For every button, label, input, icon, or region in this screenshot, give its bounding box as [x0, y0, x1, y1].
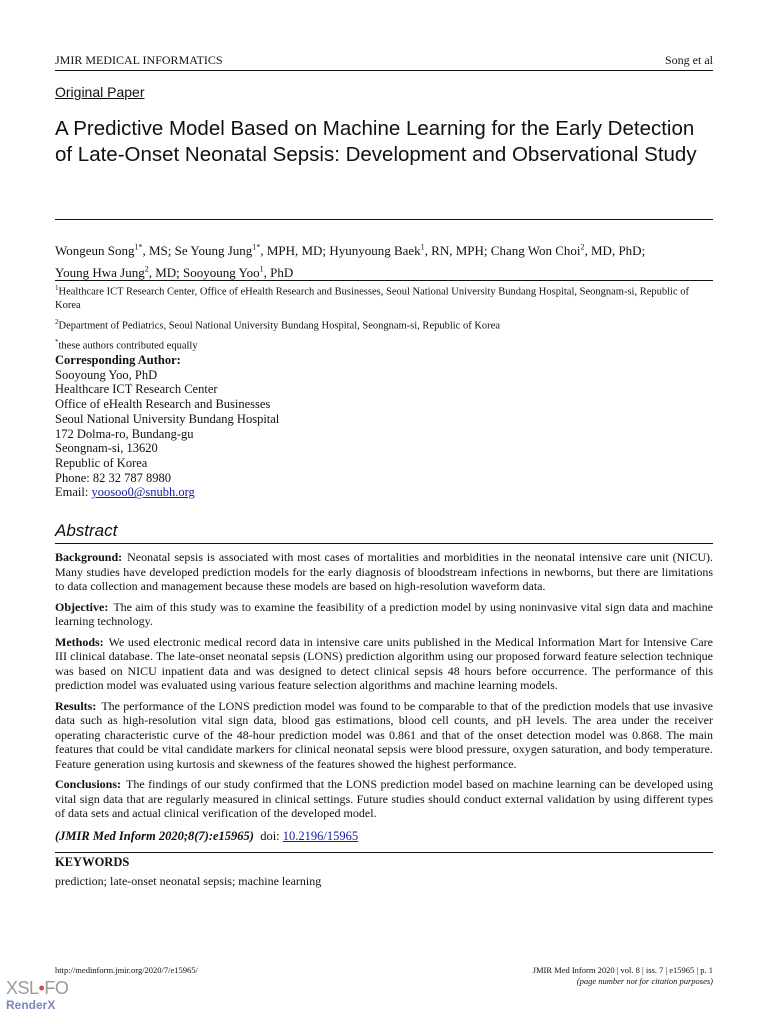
corresponding-line: Healthcare ICT Research Center — [55, 382, 218, 397]
header-rule — [55, 70, 713, 71]
abstract-rule — [55, 543, 713, 544]
author: Sooyoung Yoo$^1$, PhD — [183, 264, 294, 280]
author: Chang Won Choi$^2$, MD, PhD; — [490, 243, 646, 259]
author-list — [55, 239, 713, 282]
corresponding-line: Phone: 82 32 787 8980 — [55, 470, 171, 485]
footer-url: http://medinform.jmir.org/2020/7/e15965/ — [55, 965, 198, 975]
citation-text: (JMIR Med Inform 2020;8(7):e15965) — [55, 829, 254, 843]
journal-name: JMIR MEDICAL INFORMATICS — [55, 53, 223, 67]
affiliations — [55, 282, 713, 357]
author: Hyunyoung Baek$^1$, RN, MPH; — [329, 243, 491, 259]
running-header — [55, 53, 713, 69]
corresponding-author — [55, 353, 713, 500]
paper-title: A Predictive Model Based on Machine Learning for the Early Detection of Late-Onset Neonatal Sepsis: Development and Observational Study — [55, 117, 697, 166]
article-type: Original Paper — [55, 84, 145, 100]
abstract-results: Results: The performance of the LONS prediction model was found to be comparable to that of the prediction models that use invasive data such as high-resolution vital sign data, blood gas estimations, blood cell counts, and pH levels. The area under the receiver operating characteristic curve of the 48-hour prediction model was 0.861 and that of the onset detection model was 0.868. The main features that could be vital candidate markers for clinical neonatal sepsis were blood pressure, oxygen saturation, and body temperature. Feature generation using kurtosis and skewness of the features showed the highest performance. — [55, 698, 713, 771]
abstract-methods: Methods: We used electronic medical record data in intensive care units published in the Medical Information Mart for Intensive Care III clinical database. The late-onset neonatal sepsis (LONS) prediction algorithm using our proposed forward feature selection technique was based on NICU inpatient data and was designed to detect clinical sepsis 48 hours before occurrence. The performance of this prediction model was evaluated using various feature selection algorithms and machine learning models. — [55, 634, 713, 692]
title-rule — [55, 219, 713, 220]
email-line: Email: yoosoo0@snubh.org — [55, 485, 195, 500]
corresponding-line: Seoul National University Bundang Hospital — [55, 411, 280, 426]
corresponding-line: 172 Dolma-ro, Bundang-gu — [55, 426, 194, 441]
corresponding-line: Republic of Korea — [55, 455, 148, 470]
authors-rule — [55, 280, 713, 281]
keywords-rule — [55, 852, 713, 853]
keywords-heading: KEYWORDS — [55, 855, 130, 869]
author: Young Hwa Jung$^2$, MD; — [55, 264, 184, 280]
running-authors: Song et al — [665, 53, 713, 67]
affiliation: $^1$Healthcare ICT Research Center, Office of eHealth Research and Businesses, Seoul National University Bundang Hospital, Seongnam-si, Republic of Korea — [55, 284, 689, 311]
citation — [55, 829, 358, 844]
footer-issue: JMIR Med Inform 2020 | vol. 8 | iss. 7 | e15965 | p. 1 (page number not for citation purposes) — [532, 965, 713, 986]
abstract-objective: Objective: The aim of this study was to examine the feasibility of a prediction model by using noninvasive vital sign data and machine learning technology. — [55, 599, 713, 628]
corresponding-line: Sooyoung Yoo, PhD — [55, 367, 158, 382]
author: Wongeun Song$^{1*}$, MS; — [55, 243, 175, 259]
affiliation: $^2$Department of Pediatrics, Seoul National University Bundang Hospital, Seongnam-si, Republic of Korea — [55, 317, 500, 331]
renderx-logo: XSL•FO RenderX — [6, 978, 69, 1012]
author: Se Young Jung$^{1*}$, MPH, MD; — [174, 243, 330, 259]
footer-note: (page number not for citation purposes) — [576, 976, 713, 986]
affiliation: *these authors contributed equally — [55, 338, 198, 352]
corresponding-line: Seongnam-si, 13620 — [55, 441, 158, 456]
abstract-background: Background: Neonatal sepsis is associated with most cases of mortalities and morbidities in the neonatal intensive care unit (NICU). Many studies have developed prediction models for the early diagnosis of bloodstream infections in newborns, but there are limitations to data collection and management because these models are based on high-resolution waveform data. — [55, 550, 713, 593]
corresponding-heading: Corresponding Author: — [55, 353, 181, 367]
doi-label: doi: — [260, 829, 280, 843]
doi-link[interactable]: 10.2196/15965 — [282, 829, 359, 843]
abstract-body — [55, 550, 713, 827]
email-link[interactable]: yoosoo0@snubh.org — [91, 485, 195, 500]
keywords-list: prediction; late-onset neonatal sepsis; machine learning — [55, 874, 322, 888]
abstract-conclusions: Conclusions: The findings of our study confirmed that the LONS prediction model based on machine learning can be developed using vital sign data that are regularly measured in clinical settings. Future studies should conduct external validation by using different types of data sets and actual clinical verification of the developed model. — [55, 777, 713, 820]
abstract-heading: Abstract — [55, 521, 118, 540]
corresponding-line: Office of eHealth Research and Businesses — [55, 397, 271, 412]
